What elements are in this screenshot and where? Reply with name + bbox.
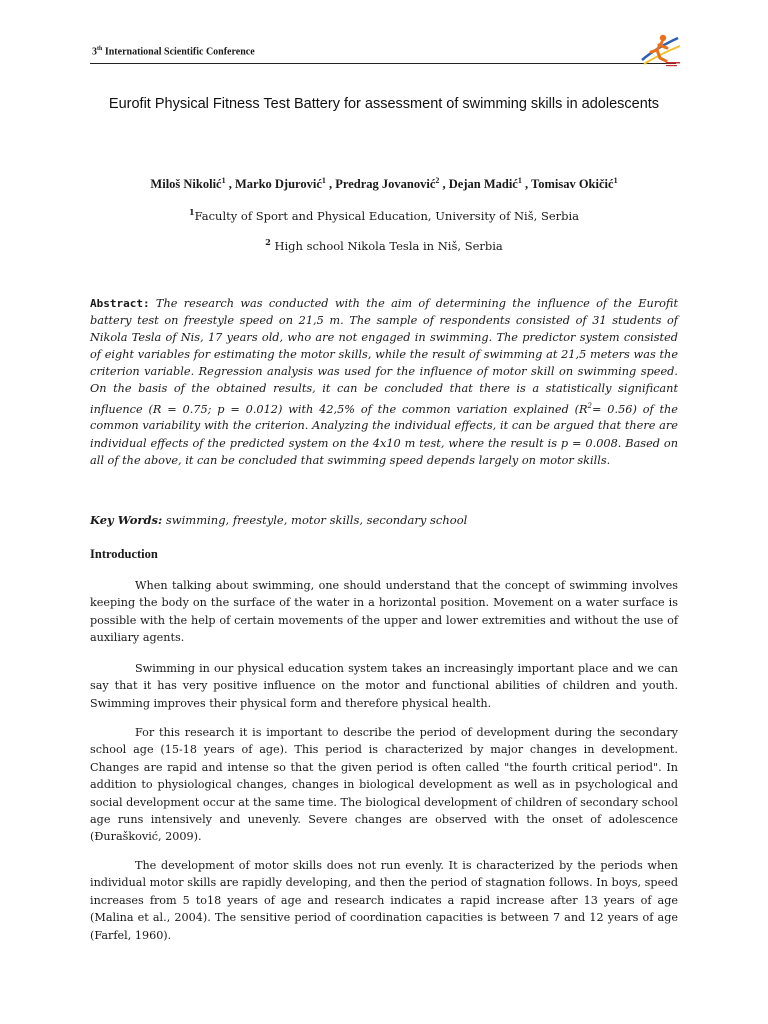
paragraph: Swimming in our physical education system takes an increasingly important place and we can say that it has very positive influence on the motor and functional abilities of children and youth. Swimming improves their physical form and therefore physical health. (90, 662, 678, 710)
author-affiliation-mark: 1 (613, 176, 618, 185)
abstract-label: Abstract: (90, 297, 150, 310)
author-name: Dejan Madić (448, 177, 518, 192)
conference-name: International Scientific Conference (104, 46, 255, 58)
keywords-text: swimming, freestyle, motor skills, secondary school (162, 513, 468, 527)
section-heading-introduction: Introduction (90, 547, 158, 561)
abstract-text-part1: The research was conducted with the aim of determining the influence of the Eurofit battery test on freestyle speed on 21,5 m. The sample of respondents consisted of 31 students of Nikola Tesla of Nis, 17 years old, who are not engaged in swimming. The predictor system consisted of eight variables for estimating the motor skills, while the result of swimming at 21,5 meters was the criterion variable. Regression analysis was used for the influence of motor skill on swimming speed. On the basis of the obtained results, it can be concluded that there is a statistically significant influence (R = 0.75; p = 0.012) with 42,5% of the common variation explained (R (90, 297, 678, 416)
conference-number: 3 (92, 46, 97, 58)
author-name: Tomisav Okičić (531, 177, 614, 192)
affiliation-number: 1 (188, 207, 195, 217)
affiliation-text: Faculty of Sport and Physical Education, University of Niš, Serbia (194, 208, 580, 223)
abstract-text-part2: = 0.56) of the common variability with the criterion. Analyzing the individual effects, it can be argued that there are individual effects of the predicted system on the 4x10 m test, where the result is p = 0.008. Based on all of the above, it can be concluded that swimming speed depends largely on motor skills. (90, 402, 678, 467)
paragraph: The development of motor skills does not run evenly. It is characterized by the periods when individual motor skills are rapidly developing, and then the period of stagnation follows. In boys, speed increases from 5 to18 years of age and research indicates a rapid increase after 13 years of age (Malina et al., 2004). The sensitive period of coordination capacities is between 7 and 12 years of age (Farfel, 1960). (90, 859, 678, 942)
conference-suffix: th (97, 46, 103, 52)
affiliation-number: 2 (265, 237, 271, 247)
author-affiliation-mark: 2 (435, 176, 440, 185)
abstract-superscript: 2 (587, 401, 593, 410)
keywords (90, 513, 678, 527)
affiliation-text: High school Nikola Tesla in Niš, Serbia (270, 238, 503, 253)
abstract (90, 295, 678, 469)
conference-logo-icon (636, 30, 684, 70)
paragraph: For this research it is important to describe the period of development during the secondary school age (15-18 years of age). This period is characterized by major changes in development. Changes are rapid and intense so that the given period is often called "the fourth critical period". In addition to physiological changes, changes in biological development as well as in psychological and social development occur at the same time. The biological development of children of secondary school age runs intensively and unevenly. Severe changes are observed with the onset of adolescence (Đurašković, 2009). (90, 726, 678, 844)
author-affiliation-mark: 1 (221, 176, 226, 185)
paragraph: When talking about swimming, one should understand that the concept of swimming involves keeping the body on the surface of the water in a horizontal position. Movement on a water surface is possible with the help of certain movements of the upper and lower extremities and without the use of auxiliary agents. (90, 579, 678, 645)
author-name: Predrag Jovanović (335, 177, 436, 192)
author-name: Marko Djurović (234, 177, 322, 192)
author-affiliation-mark: 1 (321, 176, 326, 185)
keywords-label: Key Words: (90, 513, 163, 527)
affiliation-1 (90, 207, 678, 223)
author-name: Miloš Nikolić (150, 177, 222, 192)
paper-title: Eurofit Physical Fitness Test Battery for assessment of swimming skills in adolescents (108, 96, 660, 112)
author-list: Miloš Nikolić$^1$ , Marko Djurović$^1$ , Predrag Jovanović$^2$ , Dejan Madić$^1$ , Tomisav Okičić$^1$ (150, 176, 618, 192)
header-divider (90, 63, 676, 64)
affiliation-2 (90, 237, 678, 253)
author-affiliation-mark: 1 (517, 176, 522, 185)
conference-header (92, 46, 255, 57)
